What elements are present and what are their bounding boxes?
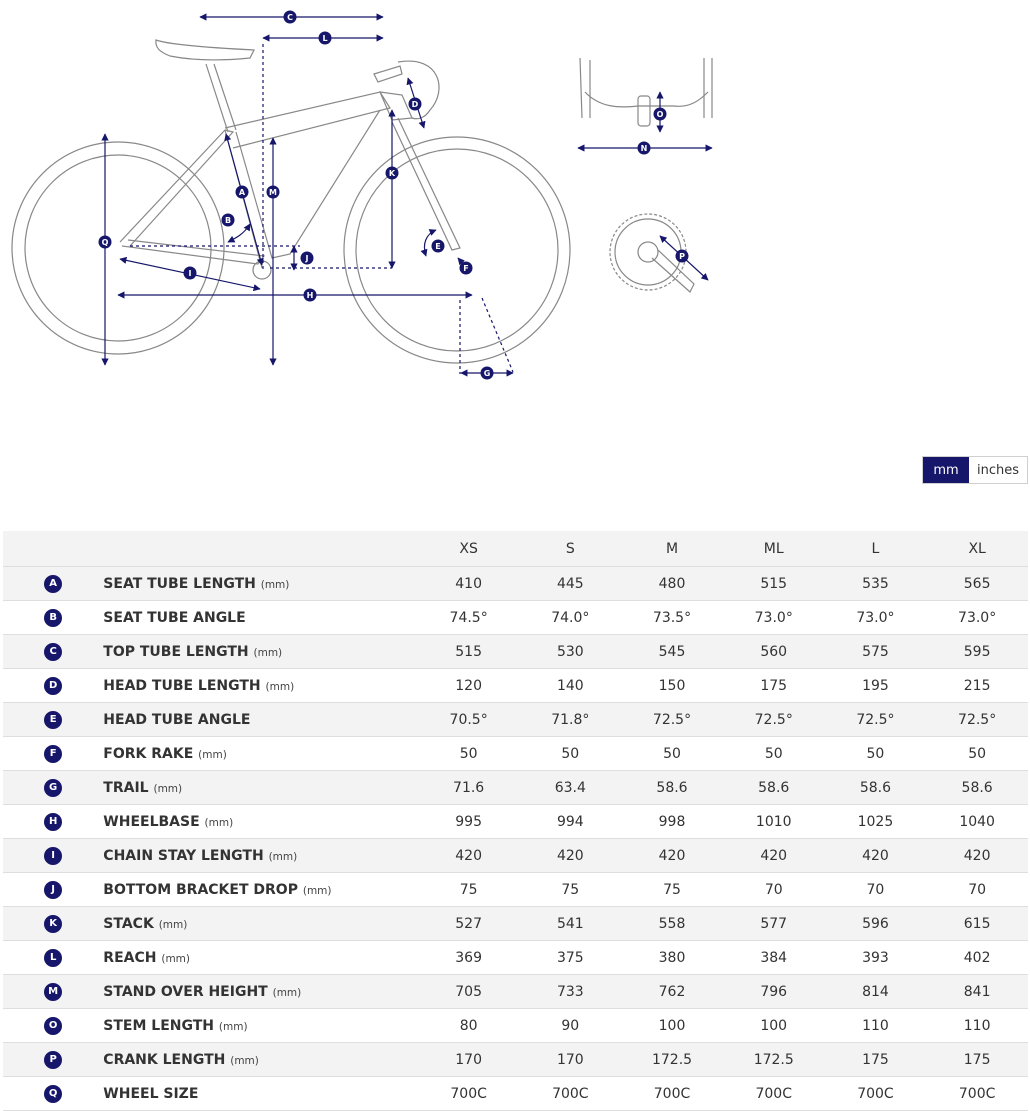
dimension-name: REACH [103,949,157,966]
dimension-name: HEAD TUBE ANGLE [103,711,251,728]
dimension-name: STEM LENGTH [103,1017,215,1034]
table-row [3,635,1028,669]
value-cell: 140 [519,669,621,703]
value-cell: 535 [825,567,927,601]
unit-mm-button[interactable]: mm [923,457,969,483]
value-cell: 814 [825,975,927,1009]
table-row [3,907,1028,941]
table-row [3,1009,1028,1043]
value-cell: 480 [621,567,723,601]
table-row [3,1043,1028,1077]
svg-text:H: H [306,291,314,300]
value-cell: 73.0° [723,601,825,635]
value-cell: 175 [723,669,825,703]
size-header: M [621,531,723,567]
dimension-name: WHEEL SIZE [103,1085,199,1102]
svg-text:G: G [483,369,491,378]
value-cell: 577 [723,907,825,941]
table-row [3,805,1028,839]
value-cell: 50 [621,737,723,771]
table-row [3,737,1028,771]
dimension-name-cell [103,1043,417,1077]
table-row [3,669,1028,703]
dimension-unit: (mm) [218,1020,248,1033]
unit-inches-button[interactable]: inches [969,457,1027,483]
dimension-name: WHEELBASE [103,813,200,830]
dim-badge-d [409,98,422,111]
value-cell: 170 [418,1043,520,1077]
table-row [3,1077,1028,1111]
value-cell: 110 [926,1009,1028,1043]
dim-badge-c [284,11,297,24]
dimension-letter-badge: B [44,609,62,627]
dim-badge-o [654,108,667,121]
size-header: XS [418,531,520,567]
value-cell: 841 [926,975,1028,1009]
dimension-name: HEAD TUBE LENGTH [103,677,261,694]
value-cell: 393 [825,941,927,975]
value-cell: 70 [825,873,927,907]
table-row [3,975,1028,1009]
value-cell: 120 [418,669,520,703]
value-cell: 75 [519,873,621,907]
value-cell: 762 [621,975,723,1009]
value-cell: 170 [519,1043,621,1077]
table-row [3,771,1028,805]
dim-badge-e [432,240,445,253]
value-cell: 73.5° [621,601,723,635]
dimension-name: SEAT TUBE LENGTH [103,575,256,592]
unit-toggle [922,456,1028,484]
value-cell: 72.5° [825,703,927,737]
value-cell: 420 [825,839,927,873]
dimension-name-cell [103,567,417,601]
svg-text:E: E [435,242,441,251]
size-header: ML [723,531,825,567]
value-cell: 995 [418,805,520,839]
table-header-row [3,531,1028,567]
value-cell: 596 [825,907,927,941]
value-cell: 195 [825,669,927,703]
dimension-unit: (mm) [253,646,283,659]
value-cell: 595 [926,635,1028,669]
table-row [3,567,1028,601]
dimension-name-cell [103,805,417,839]
value-cell: 58.6 [825,771,927,805]
dimension-letter-badge: I [44,847,62,865]
dimension-name: STACK [103,915,154,932]
value-cell: 369 [418,941,520,975]
dim-badge-m [267,186,280,199]
value-cell: 71.8° [519,703,621,737]
value-cell: 58.6 [926,771,1028,805]
dimension-name-cell [103,941,417,975]
svg-text:P: P [679,252,685,261]
value-cell: 75 [418,873,520,907]
dim-badge-a [236,186,249,199]
dim-badge-i [184,267,197,280]
dimension-letter-badge: G [44,779,62,797]
svg-text:D: D [411,100,419,109]
value-cell: 73.0° [825,601,927,635]
value-cell: 74.5° [418,601,520,635]
value-cell: 700C [621,1077,723,1111]
dimension-name-cell [103,839,417,873]
value-cell: 1010 [723,805,825,839]
svg-text:O: O [656,110,664,119]
dimension-unit: (mm) [265,680,295,693]
value-cell: 380 [621,941,723,975]
svg-text:I: I [188,269,192,278]
dimension-name: BOTTOM BRACKET DROP [103,881,298,898]
dimension-name: CHAIN STAY LENGTH [103,847,264,864]
value-cell: 515 [723,567,825,601]
dimension-name-cell [103,737,417,771]
value-cell: 420 [621,839,723,873]
value-cell: 90 [519,1009,621,1043]
value-cell: 375 [519,941,621,975]
value-cell: 575 [825,635,927,669]
dimension-name-cell [103,873,417,907]
value-cell: 172.5 [621,1043,723,1077]
value-cell: 402 [926,941,1028,975]
dimension-letter-badge: C [44,643,62,661]
value-cell: 175 [825,1043,927,1077]
value-cell: 72.5° [926,703,1028,737]
value-cell: 527 [418,907,520,941]
value-cell: 420 [926,839,1028,873]
value-cell: 700C [723,1077,825,1111]
value-cell: 1025 [825,805,927,839]
dimension-name-cell [103,1009,417,1043]
dimension-name: TOP TUBE LENGTH [103,643,249,660]
value-cell: 71.6 [418,771,520,805]
value-cell: 615 [926,907,1028,941]
value-cell: 445 [519,567,621,601]
dimension-name: CRANK LENGTH [103,1051,226,1068]
dim-badge-f [460,262,473,275]
dim-badge-n [638,142,651,155]
value-cell: 215 [926,669,1028,703]
dimension-name-cell [103,601,417,635]
dimension-name: FORK RAKE [103,745,194,762]
value-cell: 733 [519,975,621,1009]
svg-text:A: A [238,188,246,197]
value-cell: 74.0° [519,601,621,635]
value-cell: 50 [519,737,621,771]
dimension-letter-badge: E [44,711,62,729]
value-cell: 72.5° [621,703,723,737]
dimension-unit: (mm) [268,850,298,863]
value-cell: 110 [825,1009,927,1043]
svg-text:N: N [640,144,648,153]
svg-text:L: L [322,34,328,43]
dimension-unit: (mm) [198,748,227,761]
dimension-letter-badge: D [44,677,62,695]
dimension-letter-badge: M [44,983,62,1001]
dim-badge-k [386,167,399,180]
dimension-unit: (mm) [230,1054,259,1067]
value-cell: 50 [723,737,825,771]
size-header: XL [926,531,1028,567]
dimension-letter-badge: J [44,881,62,899]
svg-text:Q: Q [101,238,109,247]
value-cell: 560 [723,635,825,669]
value-cell: 515 [418,635,520,669]
dimension-letter-badge: L [44,949,62,967]
dimension-name-cell [103,975,417,1009]
value-cell: 58.6 [723,771,825,805]
dimension-unit: (mm) [272,986,302,999]
value-cell: 150 [621,669,723,703]
value-cell: 420 [519,839,621,873]
value-cell: 700C [418,1077,520,1111]
table-row [3,601,1028,635]
dim-badge-q [99,236,112,249]
dimension-name-cell [103,669,417,703]
dim-badge-j [301,252,314,265]
dimension-name: SEAT TUBE ANGLE [103,609,246,626]
table-row [3,941,1028,975]
dimension-unit: (mm) [161,952,190,965]
value-cell: 994 [519,805,621,839]
value-cell: 700C [519,1077,621,1111]
value-cell: 175 [926,1043,1028,1077]
dim-badge-b [222,214,235,227]
value-cell: 50 [418,737,520,771]
svg-text:K: K [388,169,396,178]
dimension-badges [99,11,689,380]
value-cell: 796 [723,975,825,1009]
value-cell: 100 [723,1009,825,1043]
handlebar-front-view [580,58,712,126]
value-cell: 100 [621,1009,723,1043]
dimension-name-cell [103,1077,417,1111]
dim-badge-p [676,250,689,263]
value-cell: 558 [621,907,723,941]
value-cell: 541 [519,907,621,941]
value-cell: 75 [621,873,723,907]
bike-geometry-diagram [0,0,1030,420]
dim-badge-l [319,32,332,45]
dimension-name: STAND OVER HEIGHT [103,983,268,1000]
svg-text:M: M [269,188,277,197]
dimension-letter-badge: F [44,745,62,763]
dimension-unit: (mm) [302,884,332,897]
value-cell: 58.6 [621,771,723,805]
value-cell: 565 [926,567,1028,601]
svg-text:B: B [224,216,232,225]
dimension-name-cell [103,907,417,941]
dimension-name-cell [103,703,417,737]
dimension-letter-badge: P [44,1051,62,1069]
value-cell: 700C [825,1077,927,1111]
dimension-name-cell [103,771,417,805]
value-cell: 384 [723,941,825,975]
value-cell: 73.0° [926,601,1028,635]
dimension-unit: (mm) [204,816,234,829]
value-cell: 63.4 [519,771,621,805]
svg-text:J: J [305,254,309,263]
dim-badge-h [304,289,317,302]
table-row [3,839,1028,873]
value-cell: 998 [621,805,723,839]
value-cell: 705 [418,975,520,1009]
dimension-unit: (mm) [153,782,183,795]
value-cell: 700C [926,1077,1028,1111]
dimension-letter-badge: Q [44,1085,62,1103]
value-cell: 410 [418,567,520,601]
table-row [3,873,1028,907]
value-cell: 1040 [926,805,1028,839]
size-header: L [825,531,927,567]
value-cell: 72.5° [723,703,825,737]
dimension-letter-badge: K [44,915,62,933]
value-cell: 420 [723,839,825,873]
dim-badge-g [481,367,494,380]
size-header: S [519,531,621,567]
dimension-unit: (mm) [260,578,290,591]
dimension-letter-badge: H [44,813,62,831]
table-row [3,703,1028,737]
value-cell: 530 [519,635,621,669]
bike-outline [12,40,570,363]
dimension-letter-badge: O [44,1017,62,1035]
value-cell: 70 [926,873,1028,907]
dimension-name: TRAIL [103,779,149,796]
value-cell: 70.5° [418,703,520,737]
value-cell: 420 [418,839,520,873]
svg-text:C: C [287,13,293,22]
geometry-table [3,531,1028,1111]
value-cell: 50 [825,737,927,771]
svg-text:F: F [463,264,469,273]
value-cell: 545 [621,635,723,669]
value-cell: 50 [926,737,1028,771]
dimension-letter-badge: A [44,575,62,593]
dimension-unit: (mm) [158,918,188,931]
dimension-name-cell [103,635,417,669]
value-cell: 70 [723,873,825,907]
value-cell: 172.5 [723,1043,825,1077]
value-cell: 80 [418,1009,520,1043]
